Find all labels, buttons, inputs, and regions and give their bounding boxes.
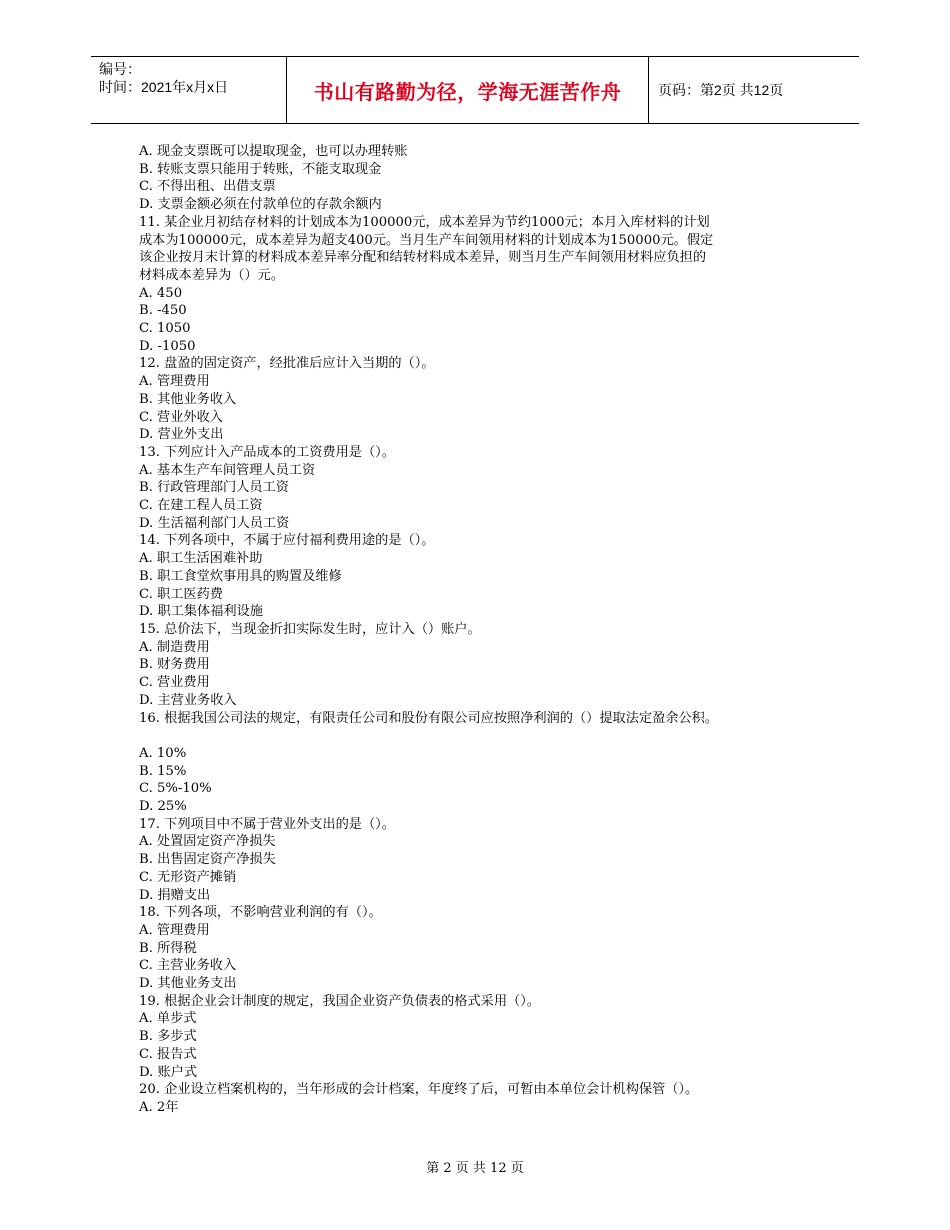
option-line: D. 25%: [139, 799, 187, 814]
option-line: B. 多步式: [139, 1029, 197, 1045]
option-line: D. 营业外支出: [139, 427, 224, 443]
option-line: B. -450: [139, 303, 187, 319]
option-line: D. 生活福利部门人员工资: [139, 515, 290, 531]
option-line: B. 出售固定资产净损失: [139, 852, 276, 868]
header-page-info: 页码：第2页 共12页: [658, 82, 784, 98]
option-line: D. 捐赠支出: [139, 887, 211, 903]
question-body: [139, 143, 829, 1117]
option-line: C. 报告式: [139, 1046, 197, 1062]
question-line: 18. 下列各项，不影响营业利润的有（）。: [139, 905, 382, 921]
option-line: C. 在建工程人员工资: [139, 498, 263, 514]
page-footer: 第 2 页 共 12 页: [426, 1161, 524, 1176]
option-line: 成本为100000元，成本差异为超支400元。当月生产车间领用材料的计划成本为150000元。假定: [139, 232, 714, 248]
question-line: 15. 总价法下，当现金折扣实际发生时，应计入（）账户。: [139, 621, 481, 637]
option-line: C. 5%-10%: [139, 781, 212, 797]
option-line: A. 10%: [139, 745, 187, 761]
question-line: 11. 某企业月初结存材料的计划成本为100000元，成本差异为节约1000元；本月入库材料的计划: [139, 214, 710, 230]
option-line: B. 职工食堂炊事用具的购置及维修: [139, 568, 342, 584]
option-line: D. 职工集体福利设施: [139, 604, 263, 620]
option-line: C. 不得出租、出借支票: [139, 179, 276, 195]
option-line: 该企业按月末计算的材料成本差异率分配和结转材料成本差异，则当月生产车间领用材料应负担的: [139, 250, 707, 266]
option-line: A. 管理费用: [139, 374, 210, 390]
option-line: B. 转账支票只能用于转账，不能支取现金: [139, 161, 382, 177]
option-line: A. 2年: [139, 1099, 179, 1115]
option-line: A. 450: [139, 285, 183, 301]
option-line: C. 营业外收入: [139, 409, 223, 425]
option-line: C. 1050: [139, 321, 191, 337]
question-line: 16. 根据我国公司法的规定，有限责任公司和股份有限公司应按照净利润的（）提取法定盈余公积。: [139, 710, 719, 726]
option-line: A. 单步式: [139, 1011, 197, 1027]
option-line: D. -1050: [139, 338, 196, 354]
question-line: 14. 下列各项中，不属于应付福利费用途的是（）。: [139, 533, 435, 549]
option-line: B. 行政管理部门人员工资: [139, 480, 289, 496]
option-line: D. 支票金额必须在付款单位的存款余额内: [139, 197, 382, 213]
option-line: D. 其他业务支出: [139, 976, 237, 992]
header-meta: [91, 57, 287, 123]
question-line: 20. 企业设立档案机构的，当年形成的会计档案，年度终了后，可暂由本单位会计机构保管（）。: [139, 1082, 699, 1098]
option-line: C. 职工医药费: [139, 586, 223, 602]
option-line: A. 管理费用: [139, 922, 210, 938]
header-motto: 书山有路勤为径，学海无涯苦作舟: [287, 57, 649, 123]
document-time-label: 时间：2021年x月x日: [99, 79, 229, 95]
option-line: C. 主营业务收入: [139, 958, 237, 974]
option-line: A. 处置固定资产净损失: [139, 834, 276, 850]
page-header: [91, 56, 859, 124]
question-line: 19. 根据企业会计制度的规定，我国企业资产负债表的格式采用（）。: [139, 993, 540, 1009]
option-line: A. 职工生活困难补助: [139, 551, 263, 567]
question-line: 12. 盘盈的固定资产，经批准后应计入当期的（）。: [139, 356, 435, 372]
option-line: C. 无形资产摊销: [139, 869, 237, 885]
option-line: B. 15%: [139, 763, 187, 779]
option-line: C. 营业费用: [139, 675, 210, 691]
option-line: B. 所得税: [139, 940, 197, 956]
blank-line: [139, 727, 829, 745]
option-line: B. 其他业务收入: [139, 391, 237, 407]
option-line: A. 现金支票既可以提取现金，也可以办理转账: [139, 144, 408, 159]
document-number-label: 编号：: [99, 61, 141, 77]
option-line: D. 主营业务收入: [139, 692, 237, 708]
option-line: A. 基本生产车间管理人员工资: [139, 462, 316, 478]
option-line: B. 财务费用: [139, 657, 210, 673]
option-line: A. 制造费用: [139, 639, 210, 655]
option-line: 材料成本差异为（）元。: [139, 267, 285, 283]
option-line: D. 账户式: [139, 1064, 198, 1080]
question-line: 17. 下列项目中不属于营业外支出的是（）。: [139, 816, 395, 832]
question-line: 13. 下列应计入产品成本的工资费用是（）。: [139, 444, 395, 460]
